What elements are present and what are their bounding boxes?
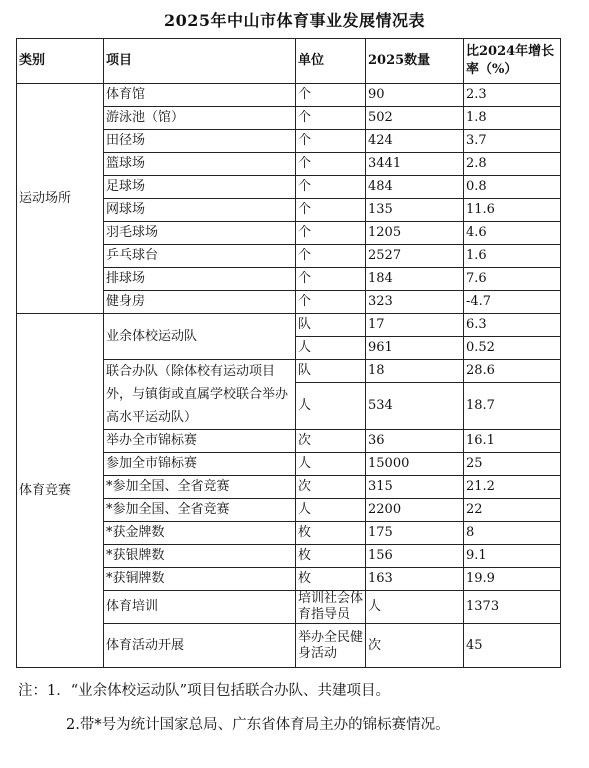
row-growth: 21.2 xyxy=(464,476,561,499)
row-growth: 8 xyxy=(464,522,561,545)
row-growth: 0.8 xyxy=(464,176,561,199)
row-count: 1373 xyxy=(464,591,561,624)
row-count: 36 xyxy=(366,430,464,453)
row-item: 足球场 xyxy=(104,176,296,199)
row-count: 424 xyxy=(366,130,464,153)
row-item: 举办全民健身活动 xyxy=(296,624,366,668)
notes xyxy=(18,680,578,736)
header-category: 类别 xyxy=(17,39,104,84)
row-unit: 个 xyxy=(296,291,366,314)
row-count: 184 xyxy=(366,268,464,291)
row-item: 田径场 xyxy=(104,130,296,153)
row-unit: 队 xyxy=(296,314,366,337)
row-item: 举办全市锦标赛 xyxy=(104,430,296,453)
note-1: 注：1．“业余体校运动队”项目包括联合办队、共建项目。 xyxy=(18,683,391,699)
row-unit: 个 xyxy=(296,107,366,130)
row-item: *获金牌数 xyxy=(104,522,296,545)
row-item: *参加全国、全省竞赛 xyxy=(104,499,296,522)
row-unit: 人 xyxy=(296,499,366,522)
row-growth: 1.8 xyxy=(464,107,561,130)
row-count: 175 xyxy=(366,522,464,545)
row-count: 2200 xyxy=(366,499,464,522)
category-competition: 体育竞赛 xyxy=(17,314,104,668)
row-unit: 次 xyxy=(366,624,464,668)
row-item: 排球场 xyxy=(104,268,296,291)
row-item: 参加全市锦标赛 xyxy=(104,453,296,476)
row-count: 18 xyxy=(366,360,464,383)
row-item: 网球场 xyxy=(104,199,296,222)
row-growth: 18.7 xyxy=(464,383,561,430)
row-growth: -4.7 xyxy=(464,291,561,314)
row-count: 15000 xyxy=(366,453,464,476)
header-growth: 比2024年增长率（%） xyxy=(464,39,561,84)
row-count: 45 xyxy=(464,624,561,668)
note-2: 2.带*号为统计国家总局、广东省体育局主办的锦标赛情况。 xyxy=(66,717,450,733)
row-growth: 25 xyxy=(464,453,561,476)
row-growth: 9.1 xyxy=(464,545,561,568)
row-unit: 次 xyxy=(296,430,366,453)
header-count: 2025数量 xyxy=(366,39,464,84)
row-growth: 16.1 xyxy=(464,430,561,453)
table-row xyxy=(17,84,561,107)
row-unit: 人 xyxy=(296,337,366,360)
row-item: 羽毛球场 xyxy=(104,222,296,245)
category-activities: 体育活动开展 xyxy=(104,624,296,668)
row-item-amateur: 业余体校运动队 xyxy=(104,314,296,360)
row-count: 534 xyxy=(366,383,464,430)
row-item: 乒乓球台 xyxy=(104,245,296,268)
table-row xyxy=(17,314,561,337)
row-unit: 个 xyxy=(296,176,366,199)
row-growth: 28.6 xyxy=(464,360,561,383)
row-unit: 个 xyxy=(296,153,366,176)
row-unit: 个 xyxy=(296,222,366,245)
row-count: 484 xyxy=(366,176,464,199)
row-count: 502 xyxy=(366,107,464,130)
row-growth: 19.9 xyxy=(464,568,561,591)
header-unit: 单位 xyxy=(296,39,366,84)
row-item: *参加全国、全省竞赛 xyxy=(104,476,296,499)
row-unit: 枚 xyxy=(296,522,366,545)
row-item: 培训社会体育指导员 xyxy=(296,591,366,624)
row-growth: 11.6 xyxy=(464,199,561,222)
row-count: 17 xyxy=(366,314,464,337)
row-unit: 人 xyxy=(296,453,366,476)
row-growth: 0.52 xyxy=(464,337,561,360)
row-item: 体育馆 xyxy=(104,84,296,107)
row-item: *获铜牌数 xyxy=(104,568,296,591)
row-growth: 1.6 xyxy=(464,245,561,268)
row-growth: 4.6 xyxy=(464,222,561,245)
row-count: 2527 xyxy=(366,245,464,268)
row-count: 3441 xyxy=(366,153,464,176)
row-count: 315 xyxy=(366,476,464,499)
row-item: 健身房 xyxy=(104,291,296,314)
row-count: 1205 xyxy=(366,222,464,245)
row-item: *获银牌数 xyxy=(104,545,296,568)
row-unit: 个 xyxy=(296,245,366,268)
row-item: 篮球场 xyxy=(104,153,296,176)
row-unit: 次 xyxy=(296,476,366,499)
row-count: 163 xyxy=(366,568,464,591)
row-unit: 枚 xyxy=(296,568,366,591)
row-item-joint: 联合办队（除体校有运动项目外，与镇街或直属学校联合举办高水平运动队） xyxy=(104,360,296,430)
row-unit: 人 xyxy=(296,383,366,430)
category-training: 体育培训 xyxy=(104,591,296,624)
row-count: 156 xyxy=(366,545,464,568)
row-unit: 人 xyxy=(366,591,464,624)
row-unit: 个 xyxy=(296,130,366,153)
row-unit: 队 xyxy=(296,360,366,383)
header-row xyxy=(17,39,561,84)
row-growth: 3.7 xyxy=(464,130,561,153)
row-growth: 6.3 xyxy=(464,314,561,337)
row-unit: 个 xyxy=(296,84,366,107)
header-item: 项目 xyxy=(104,39,296,84)
table-title: 2025年中山市体育事业发展情况表 xyxy=(163,11,426,30)
row-count: 90 xyxy=(366,84,464,107)
stats-table xyxy=(16,38,561,668)
row-growth: 2.3 xyxy=(464,84,561,107)
row-count: 961 xyxy=(366,337,464,360)
row-growth: 22 xyxy=(464,499,561,522)
row-count: 323 xyxy=(366,291,464,314)
category-venues: 运动场所 xyxy=(17,84,104,314)
row-unit: 个 xyxy=(296,199,366,222)
row-unit: 个 xyxy=(296,268,366,291)
row-item: 游泳池（馆） xyxy=(104,107,296,130)
row-growth: 2.8 xyxy=(464,153,561,176)
row-unit: 枚 xyxy=(296,545,366,568)
row-growth: 7.6 xyxy=(464,268,561,291)
row-count: 135 xyxy=(366,199,464,222)
